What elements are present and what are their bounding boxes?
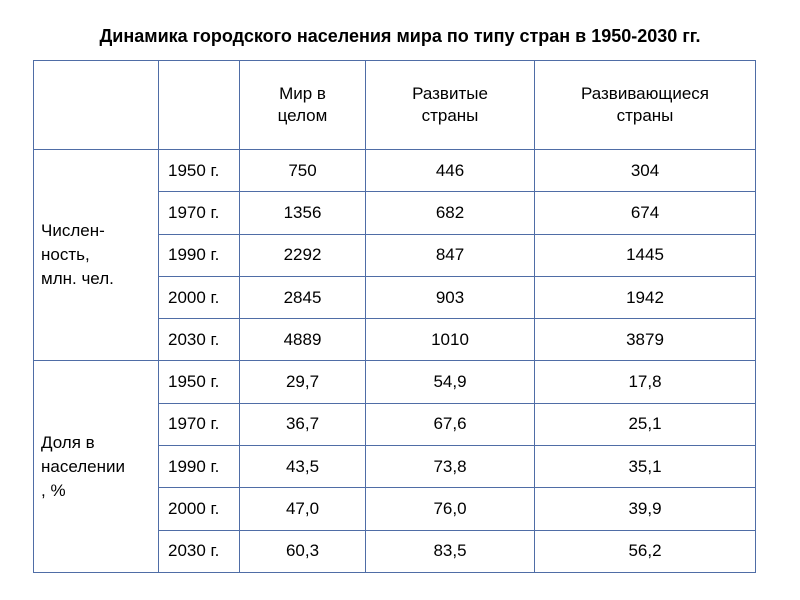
corner-cell bbox=[34, 61, 159, 150]
year-cell: 2030 г. bbox=[159, 530, 240, 572]
year-cell: 1970 г. bbox=[159, 403, 240, 445]
developed-cell: 1010 bbox=[366, 319, 535, 361]
developed-cell: 54,9 bbox=[366, 361, 535, 403]
year-cell: 2000 г. bbox=[159, 488, 240, 530]
year-cell: 1950 г. bbox=[159, 150, 240, 192]
header-developing bbox=[535, 61, 756, 150]
developed-cell: 903 bbox=[366, 276, 535, 318]
group-label: Доля в населении , % bbox=[41, 432, 125, 500]
page-title: Динамика городского населения мира по типу стран в 1950-2030 гг. bbox=[99, 26, 701, 46]
world-cell: 47,0 bbox=[240, 488, 366, 530]
developing-cell: 1445 bbox=[535, 234, 756, 276]
table-row bbox=[34, 361, 756, 403]
year-cell: 1990 г. bbox=[159, 446, 240, 488]
year-cell: 1970 г. bbox=[159, 192, 240, 234]
data-table bbox=[33, 60, 756, 573]
developing-cell: 35,1 bbox=[535, 446, 756, 488]
year-header-cell bbox=[159, 61, 240, 150]
world-cell: 4889 bbox=[240, 319, 366, 361]
group-label-cell bbox=[34, 150, 159, 361]
developing-cell: 56,2 bbox=[535, 530, 756, 572]
developed-cell: 847 bbox=[366, 234, 535, 276]
developing-cell: 39,9 bbox=[535, 488, 756, 530]
year-cell: 1990 г. bbox=[159, 234, 240, 276]
header-world-text: Мир в целом bbox=[277, 84, 328, 125]
world-cell: 2292 bbox=[240, 234, 366, 276]
developing-cell: 1942 bbox=[535, 276, 756, 318]
header-developed-text: Развитые страны bbox=[412, 84, 488, 125]
developing-cell: 304 bbox=[535, 150, 756, 192]
year-cell: 2000 г. bbox=[159, 276, 240, 318]
developing-cell: 25,1 bbox=[535, 403, 756, 445]
world-cell: 29,7 bbox=[240, 361, 366, 403]
world-cell: 2845 bbox=[240, 276, 366, 318]
developing-cell: 17,8 bbox=[535, 361, 756, 403]
developed-cell: 83,5 bbox=[366, 530, 535, 572]
developed-cell: 67,6 bbox=[366, 403, 535, 445]
table-row bbox=[34, 150, 756, 192]
developed-cell: 446 bbox=[366, 150, 535, 192]
world-cell: 36,7 bbox=[240, 403, 366, 445]
developed-cell: 76,0 bbox=[366, 488, 535, 530]
developed-cell: 73,8 bbox=[366, 446, 535, 488]
header-row bbox=[34, 61, 756, 150]
header-developing-text: Развивающиеся страны bbox=[580, 84, 710, 125]
world-cell: 60,3 bbox=[240, 530, 366, 572]
header-world bbox=[240, 61, 366, 150]
developing-cell: 3879 bbox=[535, 319, 756, 361]
world-cell: 750 bbox=[240, 150, 366, 192]
world-cell: 43,5 bbox=[240, 446, 366, 488]
header-developed bbox=[366, 61, 535, 150]
group-label-cell bbox=[34, 361, 159, 573]
developing-cell: 674 bbox=[535, 192, 756, 234]
year-cell: 2030 г. bbox=[159, 319, 240, 361]
world-cell: 1356 bbox=[240, 192, 366, 234]
year-cell: 1950 г. bbox=[159, 361, 240, 403]
developed-cell: 682 bbox=[366, 192, 535, 234]
group-label: Числен- ность, млн. чел. bbox=[41, 221, 114, 289]
